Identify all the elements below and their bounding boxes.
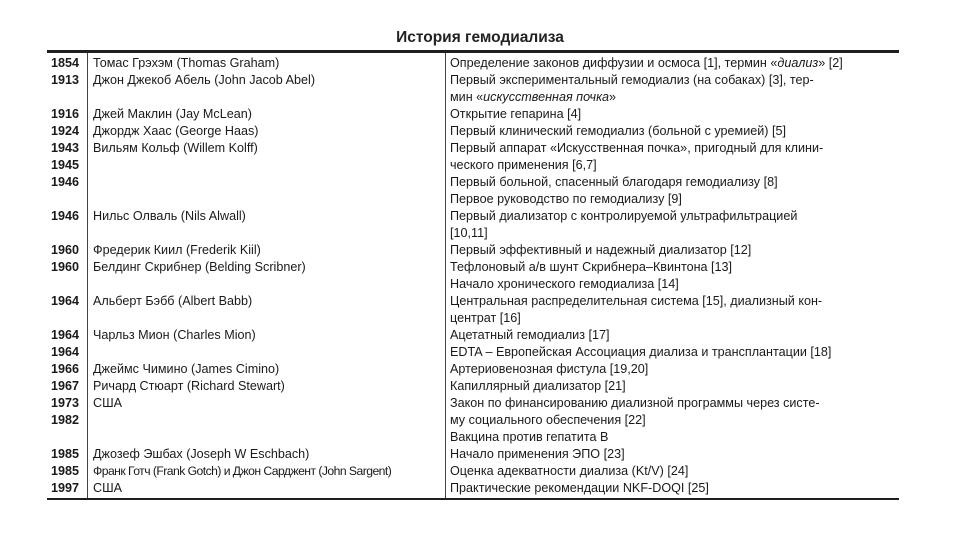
person-cell: Джордж Хаас (George Haas) <box>93 124 259 138</box>
table-row <box>47 89 899 106</box>
event-cell: [10,11] <box>450 226 488 240</box>
table-row <box>47 429 899 446</box>
year-cell: 1964 <box>51 345 80 359</box>
table-row <box>47 446 899 463</box>
table-row <box>47 225 899 242</box>
event-cell: Закон по финансированию диализной программы через систе- <box>450 396 820 410</box>
table-row <box>47 157 899 174</box>
year-cell: 1973 <box>51 396 80 410</box>
person-cell: Вильям Кольф (Willem Kolff) <box>93 141 258 155</box>
person-cell: Ричард Стюарт (Richard Stewart) <box>93 379 285 393</box>
year-cell: 1982 <box>51 413 80 427</box>
table-bottom-rule <box>47 498 899 500</box>
table-row <box>47 242 899 259</box>
person-cell: Чарльз Мион (Charles Mion) <box>93 328 256 342</box>
event-cell: Начало хронического гемодиализа [14] <box>450 277 679 291</box>
person-cell: Франк Готч (Frank Gotch) и Джон Сарджент (John Sargent) <box>93 464 392 478</box>
year-cell: 1997 <box>51 481 80 495</box>
event-cell: Центральная распределительная система [15], диализный кон- <box>450 294 823 308</box>
table-row <box>47 412 899 429</box>
event-cell: Практические рекомендации NKF-DOQI [25] <box>450 481 709 495</box>
table-row <box>47 293 899 310</box>
person-cell: Нильс Олваль (Nils Alwall) <box>93 209 246 223</box>
event-cell: Первый эффективный и надежный диализатор [12] <box>450 243 752 257</box>
event-cell: Определение законов диффузии и осмоса [1], термин «диализ» [2] <box>450 56 843 70</box>
event-cell: Тефлоновый а/в шунт Скрибнера–Квинтона [13] <box>450 260 733 274</box>
event-cell: EDTA – Европейская Ассоциация диализа и трансплантации [18] <box>450 345 832 359</box>
year-cell: 1967 <box>51 379 80 393</box>
table-row <box>47 378 899 395</box>
table-row <box>47 123 899 140</box>
event-cell: центрат [16] <box>450 311 521 325</box>
table-row <box>47 480 899 497</box>
history-table <box>47 55 899 497</box>
event-cell: Оценка адекватности диализа (Kt/V) [24] <box>450 464 689 478</box>
table-row <box>47 208 899 225</box>
table-row <box>47 310 899 327</box>
person-cell: Джеймс Чимино (James Cimino) <box>93 362 280 376</box>
person-cell: США <box>93 396 123 410</box>
person-cell: США <box>93 481 123 495</box>
table-top-rule <box>47 50 899 53</box>
event-cell: Вакцина против гепатита В <box>450 430 609 444</box>
year-cell: 1985 <box>51 447 80 461</box>
year-cell: 1924 <box>51 124 80 138</box>
table-row <box>47 72 899 89</box>
year-cell: 1964 <box>51 294 80 308</box>
event-cell: Первый диализатор с контролируемой ультрафильтрацией <box>450 209 798 223</box>
person-cell: Белдинг Скрибнер (Belding Scribner) <box>93 260 306 274</box>
year-cell: 1916 <box>51 107 80 121</box>
table-row <box>47 395 899 412</box>
person-cell: Джозеф Эшбах (Joseph W Eschbach) <box>93 447 310 461</box>
year-cell: 1985 <box>51 464 80 478</box>
year-cell: 1854 <box>51 56 80 70</box>
event-cell: Начало применения ЭПО [23] <box>450 447 625 461</box>
table-row <box>47 327 899 344</box>
event-cell: Первый экспериментальный гемодиализ (на собаках) [3], тер- <box>450 73 814 87</box>
person-cell: Джон Джекоб Абель (John Jacob Abel) <box>93 73 316 87</box>
event-cell: Капиллярный диализатор [21] <box>450 379 626 393</box>
event-cell: Первое руководство по гемодиализу [9] <box>450 192 682 206</box>
event-cell: Открытие гепарина [4] <box>450 107 582 121</box>
person-cell: Томас Грэхэм (Thomas Graham) <box>93 56 280 70</box>
table-row <box>47 106 899 123</box>
event-cell: ческого применения [6,7] <box>450 158 597 172</box>
event-cell: Первый больной, спасенный благодаря гемодиализу [8] <box>450 175 778 189</box>
table-row <box>47 55 899 72</box>
event-cell: Ацетатный гемодиализ [17] <box>450 328 610 342</box>
table-row <box>47 276 899 293</box>
table-row <box>47 361 899 378</box>
year-cell: 1913 <box>51 73 80 87</box>
table-row <box>47 344 899 361</box>
year-cell: 1946 <box>51 175 80 189</box>
table-row <box>47 140 899 157</box>
year-cell: 1966 <box>51 362 80 376</box>
table-row <box>47 463 899 480</box>
year-cell: 1943 <box>51 141 80 155</box>
year-cell: 1960 <box>51 243 80 257</box>
person-cell: Фредерик Киил (Frederik Kiil) <box>93 243 261 257</box>
person-cell: Альберт Бэбб (Albert Babb) <box>93 294 253 308</box>
event-cell: Первый клинический гемодиализ (больной с уремией) [5] <box>450 124 786 138</box>
person-cell: Джей Маклин (Jay McLean) <box>93 107 252 121</box>
table-row <box>47 191 899 208</box>
event-cell: Артериовенозная фистула [19,20] <box>450 362 649 376</box>
year-cell: 1945 <box>51 158 80 172</box>
year-cell: 1946 <box>51 209 80 223</box>
event-cell: му социального обеспечения [22] <box>450 413 646 427</box>
year-cell: 1964 <box>51 328 80 342</box>
table-row <box>47 259 899 276</box>
event-cell: мин «искусственная почка» <box>450 90 617 104</box>
event-cell: Первый аппарат «Искусственная почка», пригодный для клини- <box>450 141 824 155</box>
table-row <box>47 174 899 191</box>
year-cell: 1960 <box>51 260 80 274</box>
page-title: История гемодиализа <box>396 29 564 46</box>
